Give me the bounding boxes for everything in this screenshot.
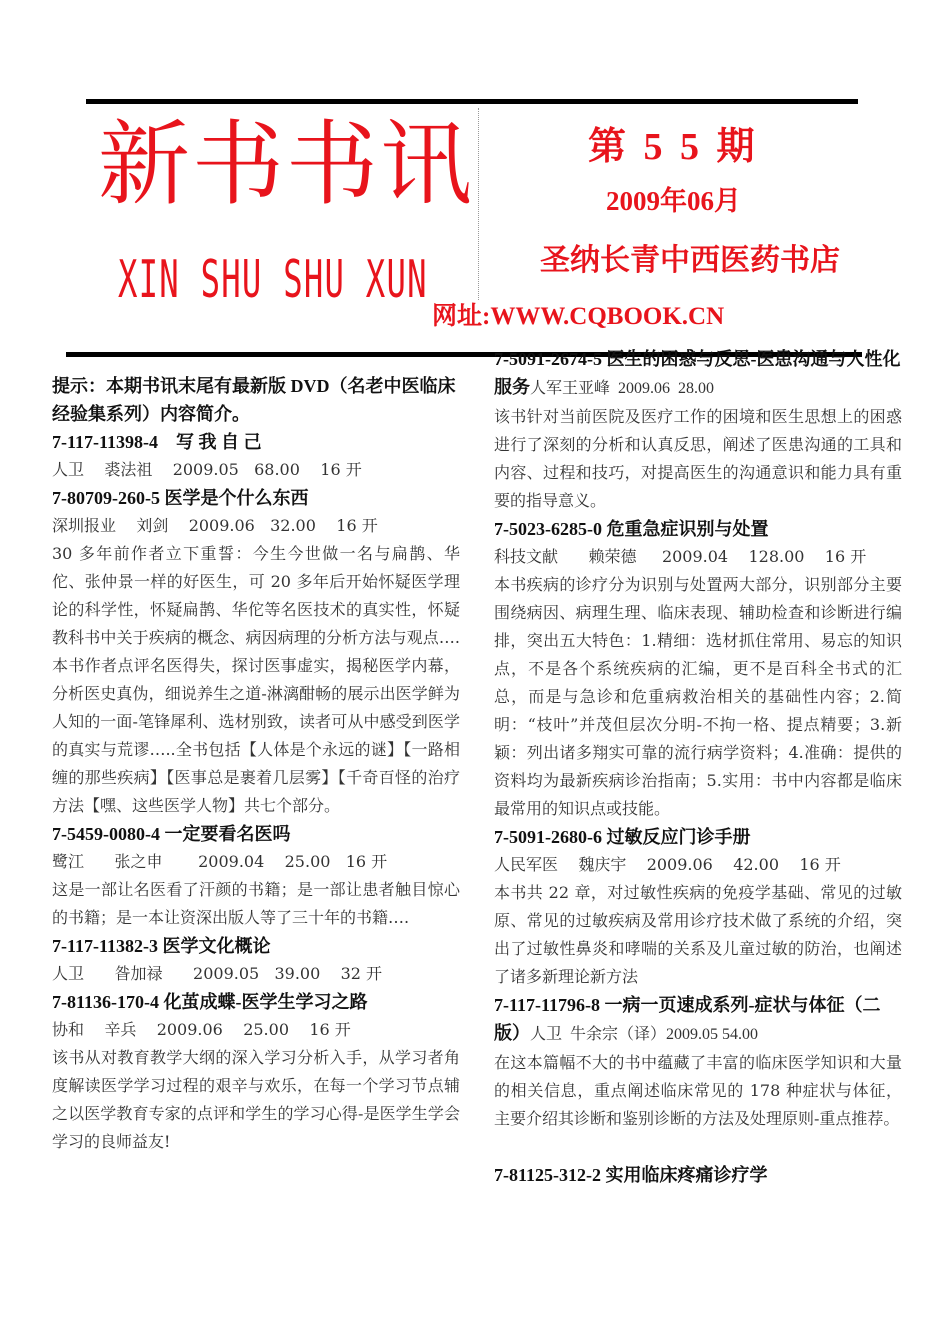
book-entry xyxy=(52,820,460,932)
notice: 提示：本期书讯末尾有最新版 DVD（名老中医临床经验集系列）内容简介。 xyxy=(52,376,456,424)
book-meta: 人卫 裘法祖 2009.05 68.00 16 开 xyxy=(52,460,362,479)
book-description: 该书从对教育教学大纲的深入学习分析入手，从学习者角度解读医学学习过程的艰辛与欢乐，在每一个学习节点辅之以医学教育专家的点评和学生的学习心得-是医学生学会学习的良师益友! xyxy=(52,1048,460,1151)
issue-date: 2009年06月 xyxy=(606,186,741,216)
book-header: 7-81136-170-4 化茧成蝶-医学生学习之路 xyxy=(52,992,368,1012)
book-header: 7-81125-312-2 实用临床疼痛诊疗学 xyxy=(494,1165,768,1185)
book-header: 7-80709-260-5 医学是个什么东西 xyxy=(52,488,309,508)
book-description: 30 多年前作者立下重誓：今生今世做一名与扁鹊、华佗、张仲景一样的好医生，可 20 多年后开始怀疑医学理论的科学性，怀疑扁鹊、华佗等名医技术的真实性，怀疑教科书中关于疾病的概念、病因病理的分析方法与观点….本书作者点评名医得失，探讨医事虚实，揭秘医学内幕，分析医史真伪，细说养生之道-淋漓酣畅的展示出医学鲜为人知的一面-笔锋犀利、选材别致，读者可从中感受到医学的真实与荒谬…..全书包括【人体是个永远的谜】【一路相缠的那些疾病】【医事总是裹着几层雾】【千奇百怪的治疗方法【嘿、这些医学人物】共七个部分。 xyxy=(52,544,460,815)
masthead-pinyin: XIN SHU SHU XUN xyxy=(118,250,428,310)
book-meta: 人卫 牛余宗（译）2009.05 54.00 xyxy=(530,1026,759,1043)
book-entry xyxy=(494,1161,902,1189)
book-header xyxy=(494,991,902,1049)
website-url[interactable]: 网址:WWW.CQBOOK.CN xyxy=(432,303,725,330)
masthead-title: 新书书讯 xyxy=(98,111,475,218)
book-entry xyxy=(494,345,902,515)
book-meta: 协和 辛兵 2009.06 25.00 16 开 xyxy=(52,1020,351,1039)
book-description: 本书疾病的诊疗分为识别与处置两大部分，识别部分主要围绕病因、病理生理、临床表现、辅助检查和诊断进行编排，突出五大特色：1.精细：选材抓住常用、易忘的知识点，不是各个系统疾病的汇编，更不是百科全书式的汇总，而是与急诊和危重病救治相关的基础性内容；2.简明：“枝叶”并茂但层次分明-不拘一格、提点精要；3.新颖：列出诸多翔实可靠的流行病学资料；4.准确：提供的资料均为最新疾病诊治指南；5.实用：书中内容都是临床最常用的知识点或技能。 xyxy=(494,575,902,818)
book-header: 7-117-11398-4 写 我 自 己 xyxy=(52,432,262,452)
left-column xyxy=(52,372,460,1156)
book-header: 7-5023-6285-0 危重急症识别与处置 xyxy=(494,519,769,539)
book-title: 7-117-11796-8 一病一页速成系列-症状与体征（二版） xyxy=(494,995,881,1043)
book-header xyxy=(494,345,902,403)
book-entry xyxy=(52,428,460,484)
book-description: 这是一部让名医看了汗颜的书籍；是一部让患者触目惊心的书籍；是一本让资深出版人等了三十年的书籍…. xyxy=(52,880,460,927)
book-entry xyxy=(52,484,460,820)
book-meta: 科技文献 赖荣德 2009.04 128.00 16 开 xyxy=(494,547,867,566)
book-entry xyxy=(494,991,902,1133)
book-title: 7-5091-2674-5 医生的困惑与反思-医患沟通与人性化服务 xyxy=(494,349,901,397)
book-entry xyxy=(494,823,902,991)
book-description: 该书针对当前医院及医疗工作的困境和医生思想上的困惑进行了深刻的分析和认真反思，阐述了医患沟通的工具和内容、过程和技巧，对提高医生的沟通意识和能力具有重要的指导意义。 xyxy=(494,407,902,510)
book-description: 在这本篇幅不大的书中蕴藏了丰富的临床医学知识和大量的相关信息，重点阐述临床常见的 178 种症状与体征，主要介绍其诊断和鉴别诊断的方法及处理原则-重点推荐。 xyxy=(494,1053,902,1128)
right-column xyxy=(494,345,902,1189)
book-meta: 人卫 昝加禄 2009.05 39.00 32 开 xyxy=(52,964,383,983)
spacer xyxy=(494,1133,902,1161)
book-header: 7-5459-0080-4 一定要看名医吗 xyxy=(52,824,291,844)
book-meta: 鹭江 张之申 2009.04 25.00 16 开 xyxy=(52,852,388,871)
book-entry xyxy=(494,515,902,823)
book-meta: 人民军医 魏庆宇 2009.06 42.00 16 开 xyxy=(494,855,841,874)
book-meta: 人军王亚峰 2009.06 28.00 xyxy=(530,380,715,397)
book-entry xyxy=(52,932,460,988)
book-header: 7-117-11382-3 医学文化概论 xyxy=(52,936,271,956)
book-meta: 深圳报业 刘剑 2009.06 32.00 16 开 xyxy=(52,516,378,535)
book-entry xyxy=(52,988,460,1156)
top-rule xyxy=(86,99,858,104)
masthead-divider xyxy=(478,108,479,300)
issue-number: 第 5 5 期 xyxy=(588,126,759,168)
store-name: 圣纳长青中西医药书店 xyxy=(540,244,840,277)
book-header: 7-5091-2680-6 过敏反应门诊手册 xyxy=(494,827,751,847)
book-description: 本书共 22 章，对过敏性疾病的免疫学基础、常见的过敏原、常见的过敏疾病及常用诊疗技术做了系统的介绍，突出了过敏性鼻炎和哮喘的关系及儿童过敏的防治，也阐述了诸多新理论新方法 xyxy=(494,883,902,986)
